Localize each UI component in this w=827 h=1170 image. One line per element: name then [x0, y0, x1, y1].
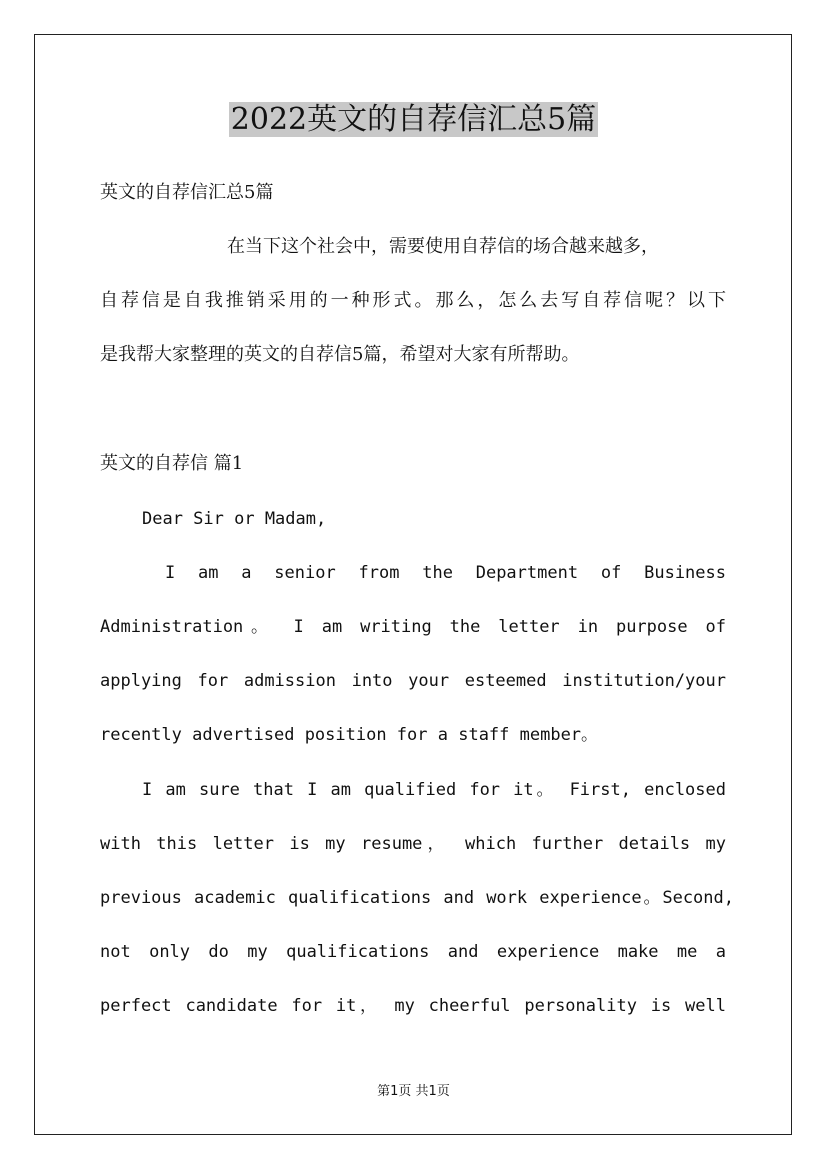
body-line-7: previous academic qualifications and work experience。Second,	[100, 888, 734, 908]
body-line-6: with this letter is my resume， which further details my	[100, 834, 726, 854]
body-line-4: recently advertised position for a staff member。	[100, 725, 599, 745]
body-line-8: not only do my qualifications and experience make me a	[100, 942, 726, 962]
body-line-5: I am sure that I am qualified for it。 First, enclosed	[142, 780, 726, 800]
salutation: Dear Sir or Madam,	[142, 509, 327, 529]
document-subtitle: 英文的自荐信汇总5篇	[100, 182, 274, 203]
intro-line-1: 在当下这个社会中，需要使用自荐信的场合越来越多，	[227, 236, 659, 257]
body-line-2: Administration。 I am writing the letter in purpose of	[100, 617, 726, 637]
body-line-1: I am a senior from the Department of Business	[165, 563, 726, 583]
intro-line-2: 自荐信是自我推销采用的一种形式。那么，怎么去写自荐信呢？以下	[100, 290, 726, 311]
body-line-9: perfect candidate for it， my cheerful personality is well	[100, 996, 726, 1016]
intro-line-3: 是我帮大家整理的英文的自荐信5篇，希望对大家有所帮助。	[100, 344, 580, 365]
document-title-text: 2022英文的自荐信汇总5篇	[230, 102, 597, 137]
page-footer: 第1页 共1页	[377, 1084, 450, 1099]
section-heading: 英文的自荐信 篇1	[100, 453, 244, 474]
body-line-3: applying for admission into your esteemed institution/your	[100, 671, 726, 691]
document-title	[0, 98, 827, 142]
